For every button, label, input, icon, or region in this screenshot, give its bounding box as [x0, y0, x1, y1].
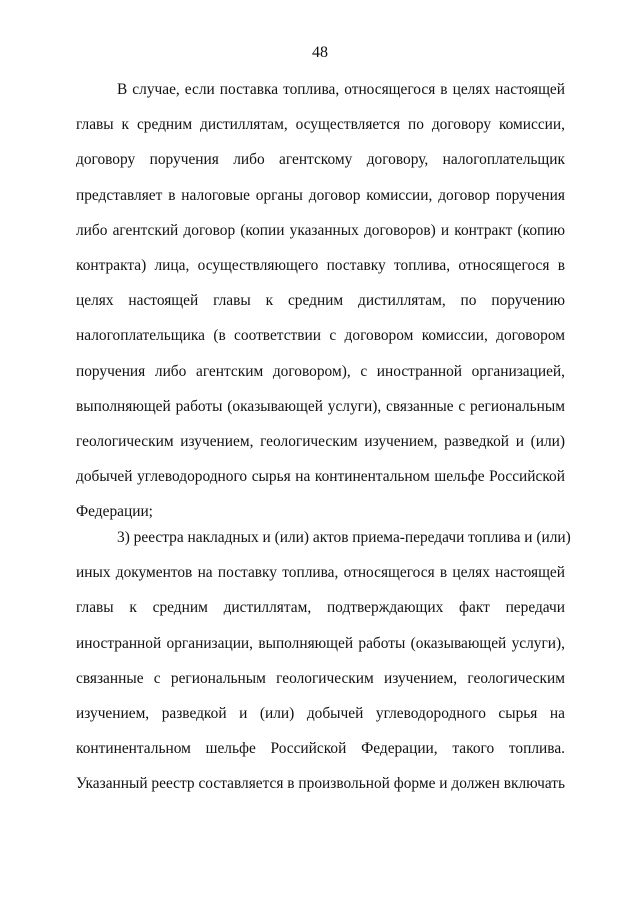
- text-line: геологическим изучением, геологическим изучением, разведкой и (или): [76, 433, 565, 450]
- text-line: договору поручения либо агентскому договору, налогоплательщик: [76, 151, 565, 169]
- page-number: 48: [312, 44, 328, 61]
- text-line: В случае, если поставка топлива, относящегося в целях настоящей: [117, 81, 565, 98]
- text-line: контракта) лица, осуществляющего поставку топлива, относящегося в: [76, 257, 565, 274]
- text-line: Федерации;: [76, 503, 153, 521]
- text-line: 3) реестра накладных и (или) актов приема-передачи топлива и (или): [117, 529, 571, 546]
- text-line: либо агентский договор (копии указанных договоров) и контракт (копию: [76, 221, 565, 239]
- text-line: выполняющей работы (оказывающей услуги), связанные с региональным: [76, 397, 565, 415]
- text-line: связанные с региональным геологическим изучением, геологическим: [76, 669, 565, 687]
- text-line: добычей углеводородного сырья на континентальном шельфе Российской: [76, 468, 565, 486]
- text-line: главы к средним дистиллятам, подтверждающих факт передачи: [76, 599, 565, 617]
- text-line: главы к средним дистиллятам, осуществляется по договору комиссии,: [76, 116, 565, 134]
- text-line: изучением, разведкой и (или) добычей углеводородного сырья на: [76, 705, 565, 722]
- text-line: поручения либо агентским договором), с иностранной организацией,: [76, 362, 565, 380]
- text-line: налогоплательщика (в соответствии с договором комиссии, договором: [76, 327, 565, 345]
- text-line: континентальном шельфе Российской Федерации, такого топлива.: [76, 740, 565, 758]
- text-line: представляет в налоговые органы договор комиссии, договор поручения: [76, 186, 565, 204]
- text-line: иных документов на поставку топлива, относящегося в целях настоящей: [76, 564, 565, 582]
- text-line: Указанный реестр составляется в произвольной форме и должен включать: [76, 775, 565, 793]
- text-line: иностранной организации, выполняющей работы (оказывающей услуги),: [76, 634, 565, 652]
- text-line: целях настоящей главы к средним дистиллятам, по поручению: [76, 292, 565, 310]
